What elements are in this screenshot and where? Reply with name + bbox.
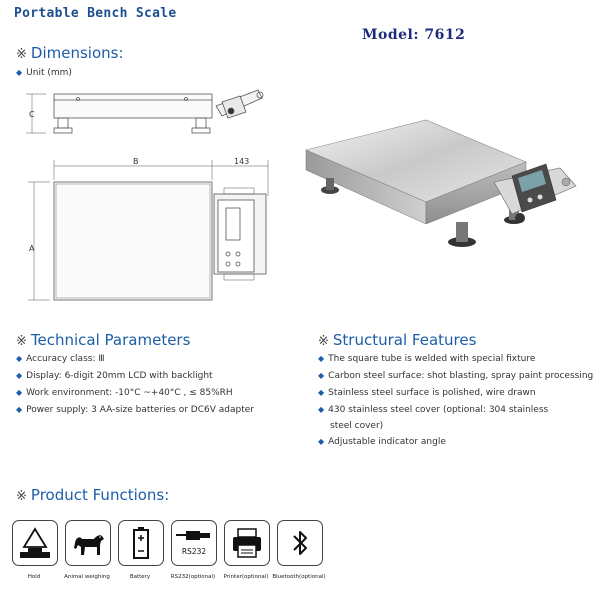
diamond-icon: ◆ [318,437,325,446]
side-view-foot-left [58,118,68,128]
diamond-icon: ◆ [16,354,23,363]
rs232-icon [172,521,216,565]
diamond-icon: ◆ [318,405,325,414]
structural-heading: ※ Structural Features [318,331,477,349]
function-battery [118,520,164,566]
dimension-label-b: B [133,157,139,166]
dimensions-heading: ※ Dimensions: [16,44,124,62]
diamond-icon: ◆ [16,405,23,414]
technical-item: ◆ Accuracy class: Ⅲ [16,354,105,364]
bluetooth-icon [278,521,322,565]
technical-item: ◆ Power supply: 3 AA-size batteries or DC6V adapter [16,405,254,415]
technical-item: ◆ Display: 6-digit 20mm LCD with backlight [16,371,213,381]
function-label: Printer(optional) [223,574,269,580]
structural-item: ◆ Carbon steel surface: shot blasting, spray paint processing [318,371,594,381]
asterisk-icon: ※ [16,334,27,349]
function-rs232 [171,520,217,566]
diamond-icon: ◆ [16,388,23,397]
function-label: Hold [27,574,41,580]
dog-icon [66,521,110,565]
dimension-drawing [18,84,280,306]
structural-item: ◆ The square tube is welded with special fixture [318,354,536,364]
function-label: Animal weighing [64,574,110,580]
diamond-icon: ◆ [318,371,325,380]
unit-note: ◆ Unit (mm) [16,68,72,78]
function-printer [224,520,270,566]
function-hold [12,520,58,566]
diamond-icon: ◆ [16,68,23,77]
function-label: RS232(optional) [170,574,216,580]
technical-item: ◆ Work environment: -10°C ~+40°C , ≤ 85%RH [16,388,233,398]
diamond-icon: ◆ [318,388,325,397]
hold-icon [13,521,57,565]
asterisk-icon: ※ [16,489,27,504]
dimension-label-143: 143 [234,157,250,166]
structural-item: ◆ Adjustable indicator angle [318,437,446,447]
rs232-text: RS232 [181,547,207,556]
diamond-icon: ◆ [318,354,325,363]
structural-item: ◆ Stainless steel surface is polished, wire drawn [318,388,536,398]
battery-icon [119,521,163,565]
model-label: Model: 7612 [362,27,466,43]
scale-product-image [298,104,582,250]
dimension-label-c: C [29,110,35,119]
functions-heading: ※ Product Functions: [16,486,170,504]
function-bluetooth [277,520,323,566]
structural-item-continuation: steel cover) [330,421,384,431]
side-view-foot-right [196,118,206,128]
function-label: Battery [129,574,151,580]
diamond-icon: ◆ [16,371,23,380]
structural-item: ◆ 430 stainless steel cover (optional: 304 stainless [318,405,549,415]
asterisk-icon: ※ [318,334,329,349]
printer-icon [225,521,269,565]
technical-heading: ※ Technical Parameters [16,331,191,349]
function-animal-weighing [65,520,111,566]
asterisk-icon: ※ [16,47,27,62]
dimension-label-a: A [29,244,35,253]
page-title: Portable Bench Scale [14,6,177,21]
top-view-platform [54,182,212,300]
function-label: Bluetooth(optional) [272,574,326,580]
